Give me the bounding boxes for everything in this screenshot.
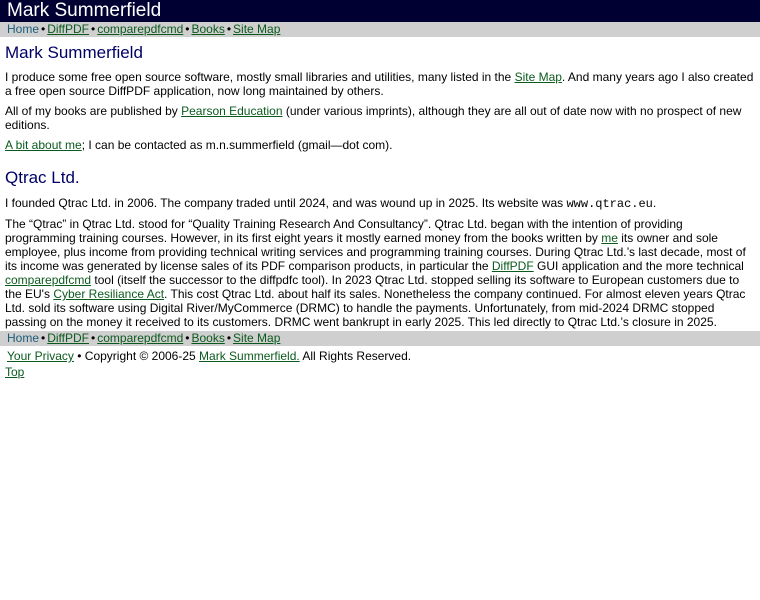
nav-sitemap-link[interactable]: Site Map: [233, 331, 281, 345]
page-footer: [0, 349, 760, 363]
nav-diffpdf-link[interactable]: DiffPDF: [47, 22, 90, 36]
nav-separator: •: [226, 22, 232, 36]
site-banner: [0, 0, 760, 22]
nav-separator: •: [41, 22, 46, 36]
nav-comparepdfcmd-link[interactable]: comparepdfcmd: [97, 22, 184, 36]
comparepdfcmd-link[interactable]: comparepdfcmd: [5, 273, 92, 287]
main-content: [0, 37, 760, 329]
privacy-link[interactable]: Your Privacy: [7, 349, 74, 363]
bottom-nav: [0, 331, 760, 346]
footer-line: Your Privacy • Copyright © 2006-25 Mark Summerfield. All Rights Reserved.: [7, 349, 412, 363]
me-link[interactable]: me: [601, 231, 618, 245]
qtrac-website: www.qtrac.eu: [566, 197, 653, 211]
nav-separator: •: [91, 22, 96, 36]
top-link-container: [0, 365, 760, 379]
intro-heading: Mark Summerfield: [5, 43, 143, 62]
footer-name-link[interactable]: Mark Summerfield.: [199, 349, 300, 363]
top-link[interactable]: Top: [5, 365, 25, 379]
nav-separator: •: [91, 331, 96, 345]
about-me-link[interactable]: A bit about me: [5, 138, 82, 152]
site-map-link[interactable]: Site Map: [514, 70, 562, 84]
intro-paragraph-contact: A bit about me; I can be contacted as m.n.summerfield (gmail—dot com).: [5, 138, 393, 152]
cyber-resiliance-act-link[interactable]: Cyber Resiliance Act: [53, 287, 165, 301]
intro-paragraph-books: All of my books are published by Pearson Education (under various imprints), although they are all out of date now with no prospect of new editions.: [5, 104, 742, 132]
nav-home-link[interactable]: Home: [7, 331, 40, 345]
nav-diffpdf-link[interactable]: DiffPDF: [47, 331, 90, 345]
nav-sitemap-link[interactable]: Site Map: [233, 22, 281, 36]
pearson-link[interactable]: Pearson Education: [181, 104, 283, 118]
qtrac-paragraph-history: The “Qtrac” in Qtrac Ltd. stood for “Quality Training Research And Consultancy”. Qtrac Ltd. began with the intention of providing programming training courses. However, in its first eight years it mostly earned money from the books written by me its owner and sole employee, plus income from providing technical writing services and programming training courses. During Qtrac Ltd.’s last decade, most of its income was generated by license sales of its PDF comparison products, in particular the DiffPDF GUI application and the more technical comparepdfcmd tool (itself the successor to the diffpdfc tool). In 2023 Qtrac Ltd. stopped selling its software to European customers due to the EU's Cyber Resiliance Act. This cost Qtrac Ltd. about half its sales. Nonetheless the company continued. For almost eleven years Qtrac Ltd. sold its software using Digital River/MyCommerce (DRMC) to handle the payments. Unfortunately, from mid-2024 DRMC stopped passing on the money it received to its customers. DRMC went bankrupt in early 2025. This led directly to Qtrac Ltd.’s closure in 2025.: [5, 217, 746, 329]
nav-separator: •: [226, 331, 232, 345]
qtrac-heading: Qtrac Ltd.: [5, 168, 80, 187]
nav-separator: •: [185, 331, 190, 345]
diffpdf-link[interactable]: DiffPDF: [491, 259, 534, 273]
nav-separator: •: [41, 331, 46, 345]
nav-separator: •: [185, 22, 190, 36]
qtrac-paragraph-founding: I founded Qtrac Ltd. in 2006. The company traded until 2024, and was wound up in 2025. Its website was www.qtrac.eu.: [5, 196, 657, 211]
nav-books-link[interactable]: Books: [191, 22, 225, 36]
nav-home-link[interactable]: Home: [7, 22, 40, 36]
top-nav: [0, 22, 760, 37]
intro-paragraph-software: I produce some free open source software, mostly small libraries and utilities, many listed in the Site Map. And many years ago I also created a free open source DiffPDF application, now long maintained by others.: [5, 70, 754, 98]
nav-books-link[interactable]: Books: [191, 331, 225, 345]
nav-comparepdfcmd-link[interactable]: comparepdfcmd: [97, 331, 184, 345]
site-title: Mark Summerfield: [7, 0, 162, 21]
